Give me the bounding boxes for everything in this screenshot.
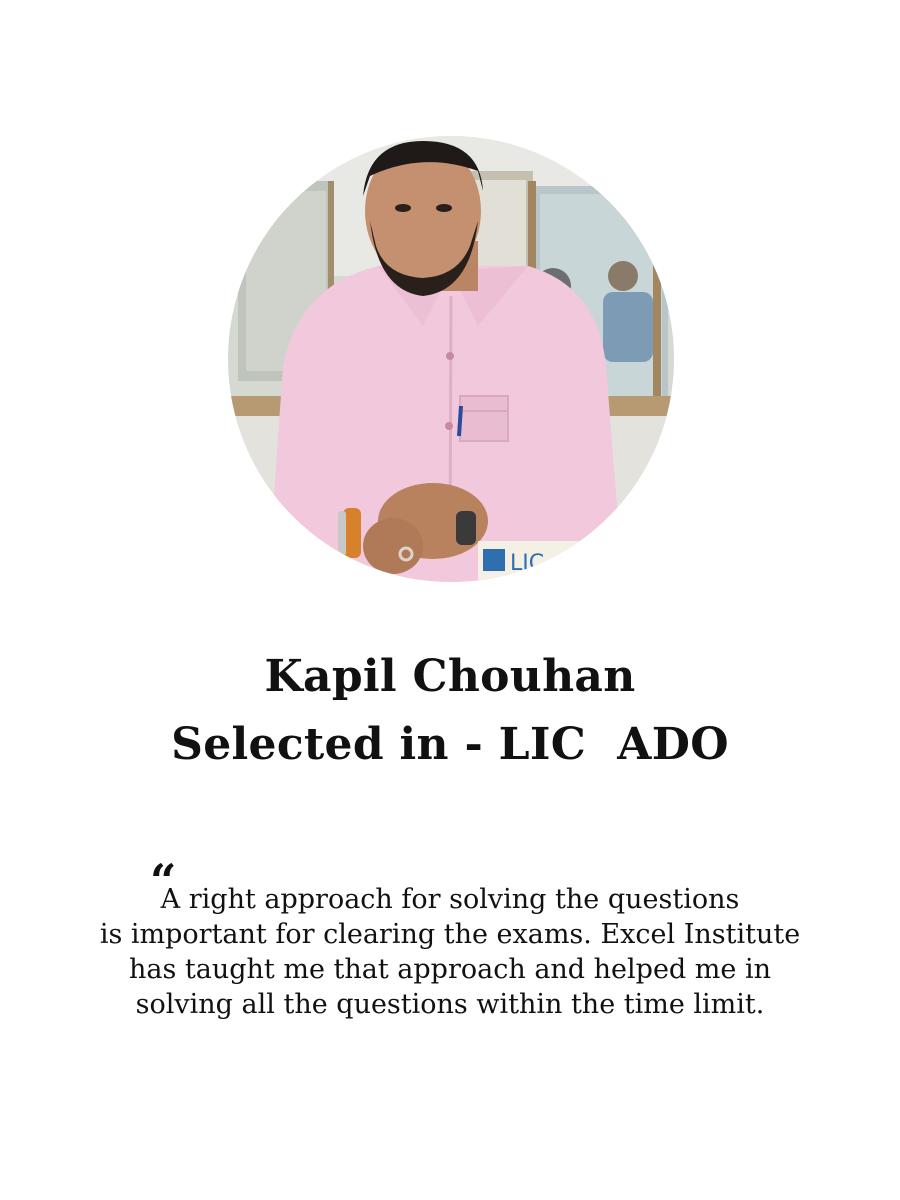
quote-mark-icon: “ [150, 854, 177, 908]
name-block [0, 648, 900, 774]
badge-text: LIC [510, 551, 545, 576]
person-name: Kapil Chouhan [264, 651, 636, 702]
quote-line: has taught me that approach and helped me in [129, 954, 771, 985]
quote-line: A right approach for solving the questions [160, 884, 740, 915]
quote-line: is important for clearing the exams. Excel Institute [99, 919, 801, 950]
person-photo-icon [228, 136, 674, 582]
testimonial-photo [228, 136, 674, 582]
selection-text: Selected in - LIC ADO [171, 719, 729, 770]
badge-suffix: KA [558, 553, 576, 568]
testimonial-quote [60, 854, 840, 1022]
quote-line: solving all the questions within the time limit. [135, 989, 765, 1020]
